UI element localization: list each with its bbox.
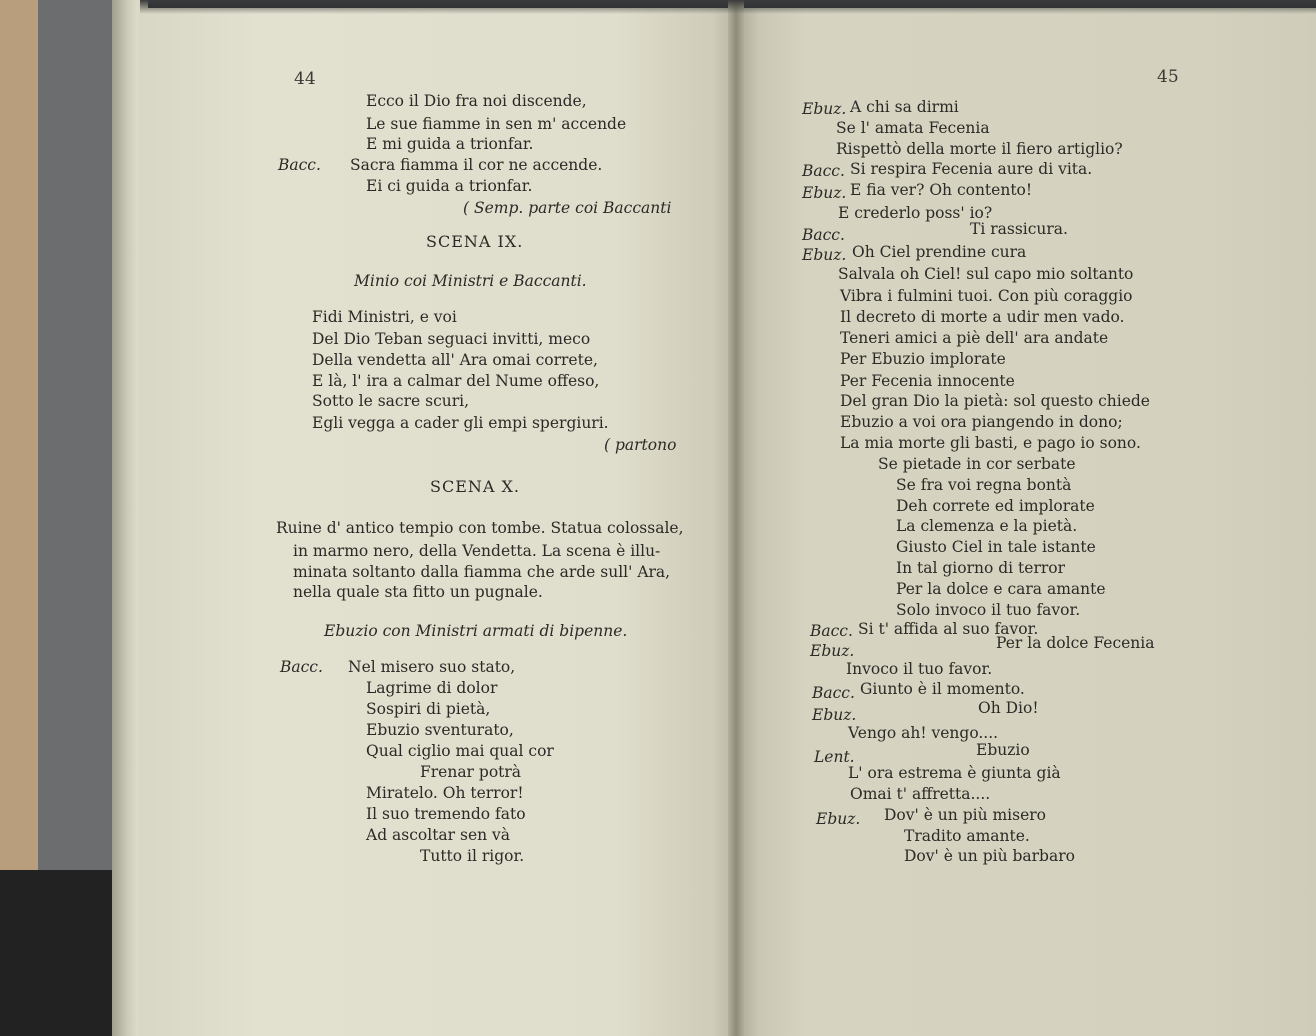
verse-line: Se fra voi regna bontà xyxy=(896,476,1072,494)
speaker-label: Bacc. xyxy=(278,156,321,174)
verse-line: Vengo ah! vengo.... xyxy=(848,724,999,742)
verse-line: Se l' amata Fecenia xyxy=(836,119,990,137)
verse-line: Della vendetta all' Ara omai correte, xyxy=(312,351,598,369)
speaker-label: Ebuz. xyxy=(816,810,861,828)
verse-line: Oh Ciel prendine cura xyxy=(852,243,1027,261)
verse-line: Dov' è un più misero xyxy=(884,806,1047,824)
verse-line: Giusto Ciel in tale istante xyxy=(896,538,1096,556)
verse-line: Del gran Dio la pietà: sol questo chiede xyxy=(840,392,1150,410)
verse-line: Miratelo. Oh terror! xyxy=(366,784,524,802)
verse-line: Oh Dio! xyxy=(978,699,1039,717)
verse-line: L' ora estrema è giunta già xyxy=(848,764,1061,782)
speaker-label: Ebuz. xyxy=(802,184,847,202)
verse-line: Del Dio Teban seguaci invitti, meco xyxy=(312,330,591,348)
verse-line: Per la dolce e cara amante xyxy=(896,580,1106,598)
verse-line: Dov' è un più barbaro xyxy=(904,847,1075,865)
speaker-label: Bacc. xyxy=(810,622,853,640)
scene-heading: SCENA X. xyxy=(430,477,520,496)
verse-line: E fia ver? Oh contento! xyxy=(850,181,1033,199)
verse-line: Deh correte ed implorate xyxy=(896,497,1095,515)
verse-line: Nel misero suo stato, xyxy=(348,658,516,676)
verse-line: Invoco il tuo favor. xyxy=(846,660,993,678)
verse-line: Sacra fiamma il cor ne accende. xyxy=(350,156,603,174)
scene-cast: Minio coi Ministri e Baccanti. xyxy=(354,272,587,290)
book-gutter xyxy=(728,0,744,1036)
verse-line: Ebuzio sventurato, xyxy=(366,721,514,739)
verse-line: E mi guida a trionfar. xyxy=(366,135,534,153)
verse-line: Vibra i fulmini tuoi. Con più coraggio xyxy=(840,287,1133,305)
speaker-label: Ebuz. xyxy=(802,246,847,264)
speaker-label: Bacc. xyxy=(802,226,845,244)
verse-line: Lagrime di dolor xyxy=(366,679,498,697)
page-number: 44 xyxy=(294,69,316,89)
verse-line: Qual ciglio mai qual cor xyxy=(366,742,554,760)
verse-line: La mia morte gli basti, e pago io sono. xyxy=(840,434,1141,452)
verse-line: Sotto le sacre scuri, xyxy=(312,392,470,410)
speaker-label: Bacc. xyxy=(280,658,323,676)
page-number: 45 xyxy=(1157,67,1179,87)
scene-description: Ruine d' antico tempio con tombe. Statua colossale, xyxy=(276,519,684,537)
verse-line: Il suo tremendo fato xyxy=(366,805,526,823)
verse-line: Fidi Ministri, e voi xyxy=(312,308,457,326)
verse-line: Tradito amante. xyxy=(904,827,1030,845)
verse-line: Ti rassicura. xyxy=(970,220,1068,238)
verse-line: Ad ascoltar sen và xyxy=(366,826,511,844)
stage-direction: ( partono xyxy=(604,436,677,454)
speaker-label: Ebuz. xyxy=(812,706,857,724)
verse-line: Per Ebuzio implorate xyxy=(840,350,1006,368)
verse-line: Sospiri di pietà, xyxy=(366,700,491,718)
backdrop-board xyxy=(38,0,116,880)
speaker-label: Bacc. xyxy=(802,162,845,180)
verse-line: Omai t' affretta.... xyxy=(850,785,991,803)
scene-cast: Ebuzio con Ministri armati di bipenne. xyxy=(324,622,628,640)
verse-line: Egli vegga a cader gli empi spergiuri. xyxy=(312,414,609,432)
top-shadow xyxy=(140,0,1316,14)
verse-line: A chi sa dirmi xyxy=(850,98,959,116)
speaker-label: Lent. xyxy=(814,748,855,766)
speaker-label: Ebuz. xyxy=(802,100,847,118)
verse-line: In tal giorno di terror xyxy=(896,559,1066,577)
verse-line: Ebuzio xyxy=(976,741,1030,759)
scene-heading: SCENA IX. xyxy=(426,232,524,251)
verse-line: Ecco il Dio fra noi discende, xyxy=(366,92,587,110)
verse-line: Frenar potrà xyxy=(420,763,522,781)
speaker-label: Ebuz. xyxy=(810,642,855,660)
verse-line: La clemenza e la pietà. xyxy=(896,517,1078,535)
verse-line: E crederlo poss' io? xyxy=(838,204,993,222)
verse-line: Solo invoco il tuo favor. xyxy=(896,601,1081,619)
verse-line: E là, l' ira a calmar del Nume offeso, xyxy=(312,372,600,390)
verse-line: Teneri amici a piè dell' ara andate xyxy=(840,329,1109,347)
scene-description: minata soltanto dalla fiamma che arde sull' Ara, xyxy=(293,563,671,581)
verse-line: Tutto il rigor. xyxy=(420,847,525,865)
verse-line: Si respira Fecenia aure di vita. xyxy=(850,160,1093,178)
verse-line: Il decreto di morte a udir men vado. xyxy=(840,308,1125,326)
scene-description: nella quale sta fitto un pugnale. xyxy=(293,583,543,601)
verse-line: Giunto è il momento. xyxy=(860,680,1025,698)
scene-description: in marmo nero, della Vendetta. La scena è illu- xyxy=(293,542,661,560)
verse-line: Per la dolce Fecenia xyxy=(996,634,1155,652)
backdrop-shadow xyxy=(0,870,120,1036)
speaker-label: Bacc. xyxy=(812,684,855,702)
verse-line: Se pietade in cor serbate xyxy=(878,455,1076,473)
verse-line: Ei ci guida a trionfar. xyxy=(366,177,533,195)
stage-direction: ( Semp. parte coi Baccanti xyxy=(463,199,672,217)
verse-line: Si t' affida al suo favor. xyxy=(858,620,1039,638)
verse-line: Rispettò della morte il fiero artiglio? xyxy=(836,140,1123,158)
verse-line: Le sue fiamme in sen m' accende xyxy=(366,115,627,133)
verse-line: Salvala oh Ciel! sul capo mio soltanto xyxy=(838,265,1134,283)
verse-line: Ebuzio a voi ora piangendo in dono; xyxy=(840,413,1123,431)
verse-line: Per Fecenia innocente xyxy=(840,372,1015,390)
